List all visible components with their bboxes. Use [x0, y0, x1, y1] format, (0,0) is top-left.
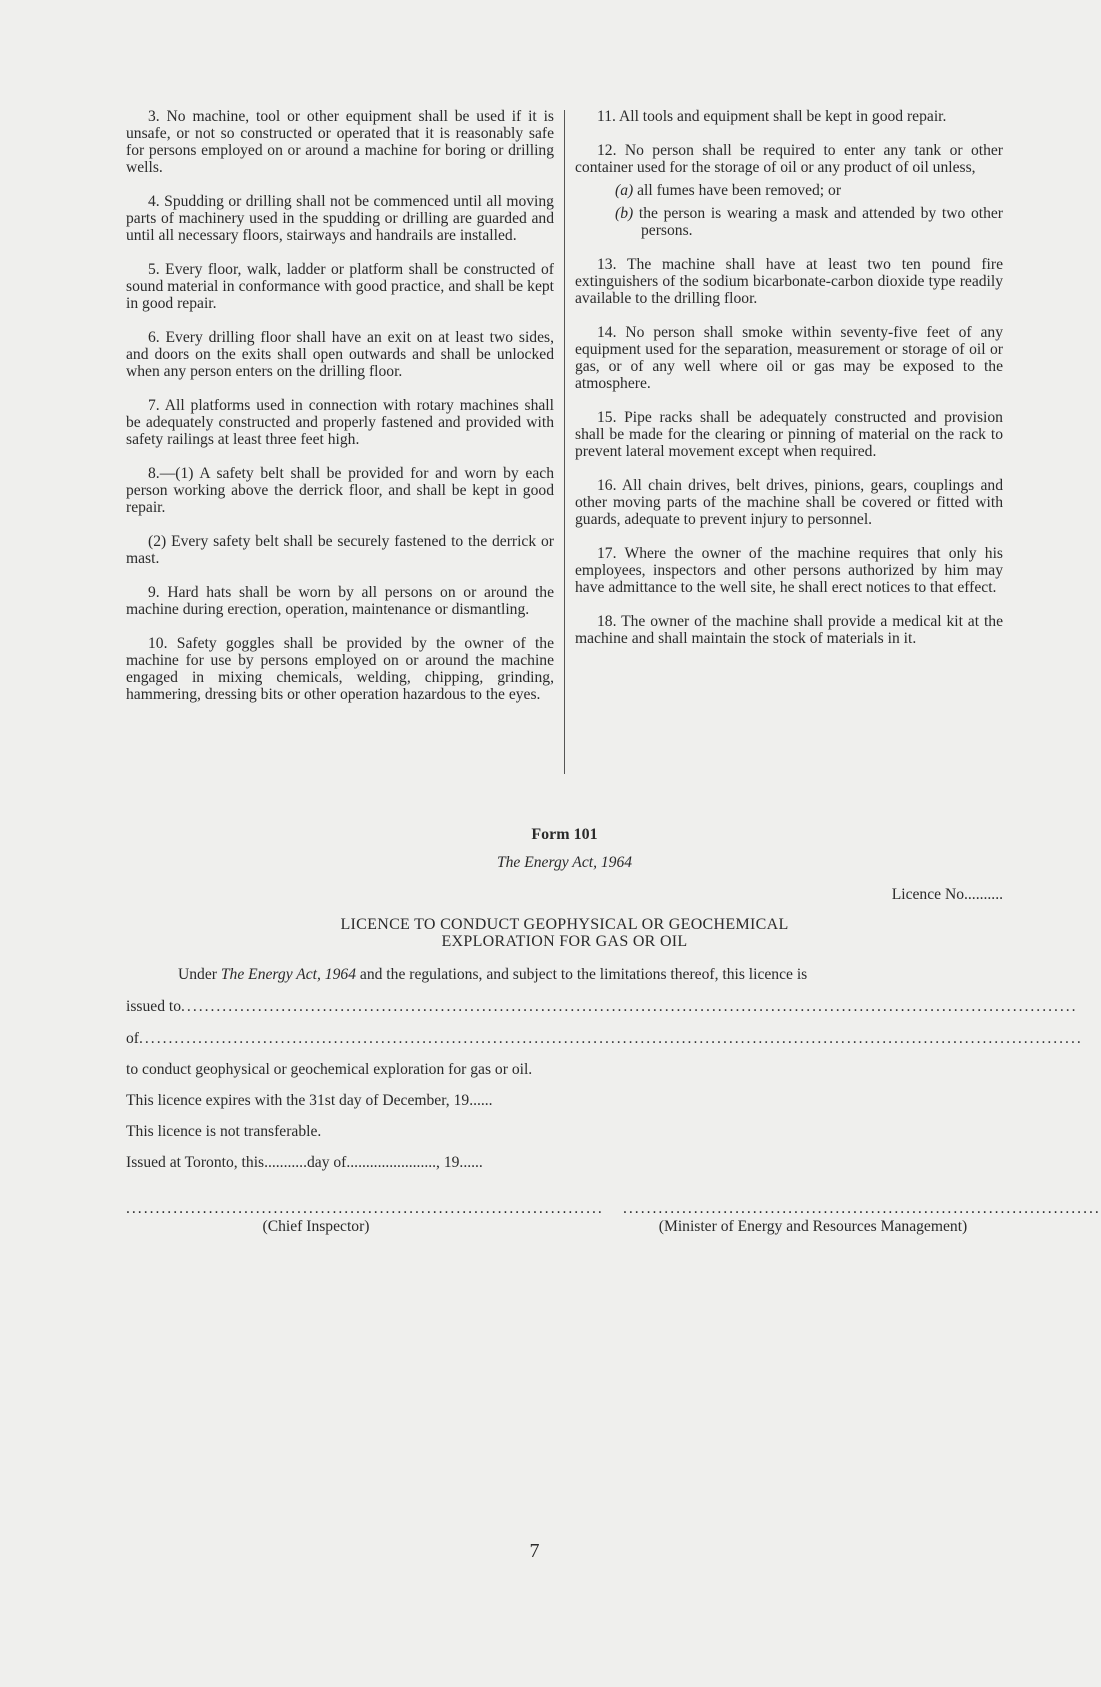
- licence-number: Licence No..........: [891, 886, 1003, 903]
- under-act: The Energy Act, 1964: [220, 966, 356, 983]
- section: [126, 329, 554, 380]
- form-heading: [126, 916, 1003, 950]
- minister-signature: [623, 1200, 1101, 1236]
- section-text: Every safety belt shall be securely fastened to the derrick or mast.: [126, 533, 554, 567]
- section-text: No machine, tool or other equipment shall be used if it is unsafe, or not so constructed or operated that it is reasonably safe for persons employed on or around a machine for boring or drilling wells.: [126, 108, 554, 176]
- section-number: 9.: [148, 584, 160, 601]
- section: [575, 324, 1003, 392]
- purpose-line: to conduct geophysical or geochemical exploration for gas or oil.: [126, 1061, 533, 1078]
- left-column: [126, 108, 554, 720]
- section: [126, 584, 554, 618]
- section-text: Where the owner of the machine requires that only his employees, inspectors and other persons authorized by him may have admittance to the well site, he shall erect notices to that effect.: [575, 545, 1003, 596]
- section-number: 4.: [148, 193, 160, 210]
- section: [126, 635, 554, 703]
- section-text: All platforms used in connection with rotary machines shall be adequately constructed and properly fastened and provided with safety railings at least three feet high.: [126, 397, 554, 448]
- issued-at-line: Issued at Toronto, this...........day of......................., 19......: [126, 1154, 483, 1171]
- clause-tag: (a): [615, 182, 634, 199]
- of-label: of: [126, 1030, 139, 1047]
- section-text: Pipe racks shall be adequately constructed and provision shall be made for the clearing or pinning of material on the rack to prevent lateral movement except when required.: [575, 409, 1003, 460]
- form-heading-line2: EXPLORATION FOR GAS OR OIL: [441, 933, 688, 950]
- chief-inspector-signature: [126, 1200, 604, 1236]
- clause-text: the person is wearing a mask and attended by two other persons.: [638, 205, 1003, 239]
- expiry-line: This licence expires with the 31st day of December, 19......: [126, 1092, 493, 1109]
- section-text: No person shall smoke within seventy-five feet of any equipment used for the separation, measurement or storage of oil or gas, or of any well where oil or gas may be exposed to the atmosphere.: [575, 324, 1004, 392]
- section: [126, 533, 554, 567]
- section-number: 13.: [597, 256, 617, 273]
- form-title: Form 101: [531, 826, 598, 843]
- section: [575, 409, 1003, 460]
- page-number: 7: [529, 1540, 540, 1562]
- section-number: 11.: [597, 108, 616, 125]
- section-number: 5.: [148, 261, 160, 278]
- section-text: Spudding or drilling shall not be commenced until all moving parts of machinery used in the spudding or drilling are guarded and until all necessary floors, stairways and handrails are installed.: [126, 193, 554, 244]
- section-number: 15.: [597, 409, 617, 426]
- column-divider: [564, 110, 565, 774]
- section-text: No person shall be required to enter any tank or other container used for the storage of oil or any product of oil unless,: [575, 142, 1003, 176]
- section: [126, 108, 554, 176]
- section-number: 16.: [597, 477, 617, 494]
- signature-blank: .................................................................................: [126, 1200, 604, 1217]
- clause-tag: (b): [615, 205, 634, 222]
- of-line: [126, 1030, 1083, 1048]
- under-prefix: Under: [178, 966, 221, 983]
- transfer-line: This licence is not transferable.: [126, 1123, 322, 1140]
- section: [126, 465, 554, 516]
- signature-caption: (Chief Inspector): [262, 1218, 370, 1235]
- section-number: 7.: [148, 397, 160, 414]
- clause-12-b: [615, 205, 1003, 239]
- section: [575, 477, 1003, 528]
- signature-row: [126, 1200, 1101, 1236]
- section-12: [575, 142, 1003, 176]
- section-text: All tools and equipment shall be kept in good repair.: [618, 108, 947, 125]
- form-heading-line1: LICENCE TO CONDUCT GEOPHYSICAL OR GEOCHEMICAL: [340, 916, 789, 933]
- issued-to-blank: ........................................................................................................................................................: [181, 998, 1078, 1015]
- section-number: 8.—(1): [148, 465, 194, 482]
- right-column: [575, 108, 1003, 664]
- section-text: Every floor, walk, ladder or platform shall be constructed of sound material in conformance with good practice, and shall be kept in good repair.: [126, 261, 554, 312]
- section-text: Every drilling floor shall have an exit on at least two sides, and doors on the exits shall open outwards and shall be unlocked when any person enters on the drilling floor.: [126, 329, 554, 380]
- section: [575, 613, 1003, 647]
- section-number: 14.: [597, 324, 617, 341]
- section-11: [575, 108, 1003, 125]
- of-blank: ................................................................................................................................................................: [139, 1030, 1083, 1047]
- signature-caption: (Minister of Energy and Resources Management): [658, 1218, 968, 1235]
- clause-text: all fumes have been removed; or: [637, 182, 842, 199]
- section-text: The owner of the machine shall provide a medical kit at the machine and shall maintain the stock of materials in it.: [575, 613, 1003, 647]
- section-text: Hard hats shall be worn by all persons on or around the machine during erection, operation, maintenance or dismantling.: [126, 584, 554, 618]
- section-text: A safety belt shall be provided for and worn by each person working above the derrick floor, and shall be kept in good repair.: [126, 465, 554, 516]
- section-number: 18.: [597, 613, 617, 630]
- section-text: All chain drives, belt drives, pinions, gears, couplings and other moving parts of the machine shall be covered or fitted with guards, adequate to prevent injury to personnel.: [575, 477, 1003, 528]
- section: [126, 193, 554, 244]
- section: [126, 261, 554, 312]
- signature-blank: .................................................................................: [623, 1200, 1101, 1217]
- section-number: 6.: [148, 329, 160, 346]
- issued-to-label: issued to: [126, 998, 182, 1015]
- form-act: The Energy Act, 1964: [496, 854, 633, 871]
- section-number: 10.: [148, 635, 168, 652]
- section-number: 17.: [597, 545, 617, 562]
- section-number: (2): [148, 533, 167, 550]
- section: [575, 256, 1003, 307]
- section: [126, 397, 554, 448]
- under-suffix: and the regulations, and subject to the limitations thereof, this licence is: [356, 966, 808, 983]
- under-clause: [126, 966, 1003, 984]
- form-101: [126, 826, 1101, 1236]
- clause-12-a: [615, 182, 1003, 199]
- section-text: Safety goggles shall be provided by the owner of the machine for use by persons employed on or around the machine engaged in mixing chemicals, welding, chipping, grinding, hammering, dressing bits or other operation hazardous to the eyes.: [126, 635, 554, 703]
- right-column-sections: [575, 256, 1003, 647]
- section-number: 3.: [148, 108, 160, 125]
- issued-to-line: [126, 998, 1078, 1016]
- section: [575, 545, 1003, 596]
- section-number: 12.: [597, 142, 617, 159]
- section-text: The machine shall have at least two ten pound fire extinguishers of the sodium bicarbonate-carbon dioxide type readily available to the drilling floor.: [575, 256, 1003, 307]
